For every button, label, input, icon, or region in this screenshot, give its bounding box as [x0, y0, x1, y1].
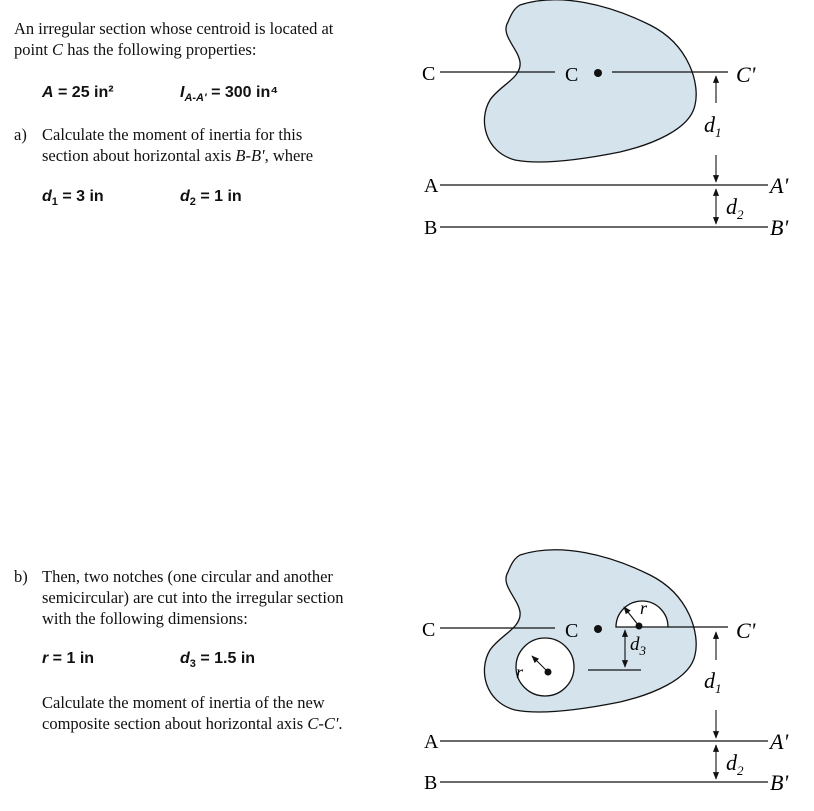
label-a-2: A: [424, 731, 439, 753]
d3-property: $d_3 = 1.5$ in: [180, 650, 256, 671]
inertia-property: $I_{A-A'} = 300$ in⁴: [180, 84, 279, 105]
centroid-dot-2: [594, 625, 602, 633]
centroid-dot: [594, 69, 602, 77]
r-property: r = 1 in: [42, 650, 95, 667]
label-b: B: [424, 217, 438, 239]
label-c-prime-2: C': [736, 618, 756, 643]
label-a: A: [424, 175, 439, 197]
d2-property: $d_2 = 1$ in: [180, 188, 242, 209]
figure-1: [422, 0, 788, 240]
d1-label-2: $d_1$: [704, 668, 722, 696]
d3-label: $d_3$: [630, 634, 646, 658]
label-a-prime: A': [770, 173, 789, 198]
part-a-marker: a): [14, 125, 27, 144]
semicircular-notch-r-label: r: [640, 598, 648, 618]
composite-section-shape: [484, 550, 696, 712]
figure-2: [422, 550, 788, 795]
label-b-prime-2: B': [770, 770, 789, 795]
d2-label-2: $d_2$: [726, 750, 744, 778]
part-a-line-2: section about horizontal axis B-B', where: [42, 146, 314, 165]
centroid-label-2: C: [565, 620, 579, 642]
part-b-line-3: with the following dimensions:: [42, 609, 248, 628]
centroid-label: C: [565, 64, 579, 86]
part-b-line-1: Then, two notches (one circular and another: [42, 567, 333, 586]
label-a-prime-2: A': [770, 729, 789, 754]
label-b-prime: B': [770, 215, 789, 240]
intro-line-1: An irregular section whose centroid is located at: [14, 19, 334, 38]
part-a-line-1: Calculate the moment of inertia for this: [42, 125, 303, 144]
part-b-calc-line-1: Calculate the moment of inertia of the new: [42, 693, 325, 712]
part-b-line-2: semicircular) are cut into the irregular section: [42, 588, 344, 607]
label-b-2: B: [424, 772, 438, 794]
part-b-marker: b): [14, 567, 28, 586]
circular-notch: [516, 638, 574, 696]
area-property: A = 25 in²: [42, 84, 114, 101]
circular-notch-r-label: r: [516, 662, 524, 682]
d1-property: $d_1 = 3$ in: [42, 188, 104, 209]
part-b-calc-line-2: composite section about horizontal axis C-C'.: [42, 714, 343, 733]
label-c-prime: C': [736, 62, 756, 87]
intro-line-2: point C has the following properties:: [14, 40, 257, 59]
irregular-section-shape: [484, 0, 696, 162]
d1-label: $d_1$: [704, 112, 722, 140]
label-c-2: C: [422, 619, 436, 641]
d2-label: $d_2$: [726, 194, 744, 222]
label-c: C: [422, 63, 436, 85]
